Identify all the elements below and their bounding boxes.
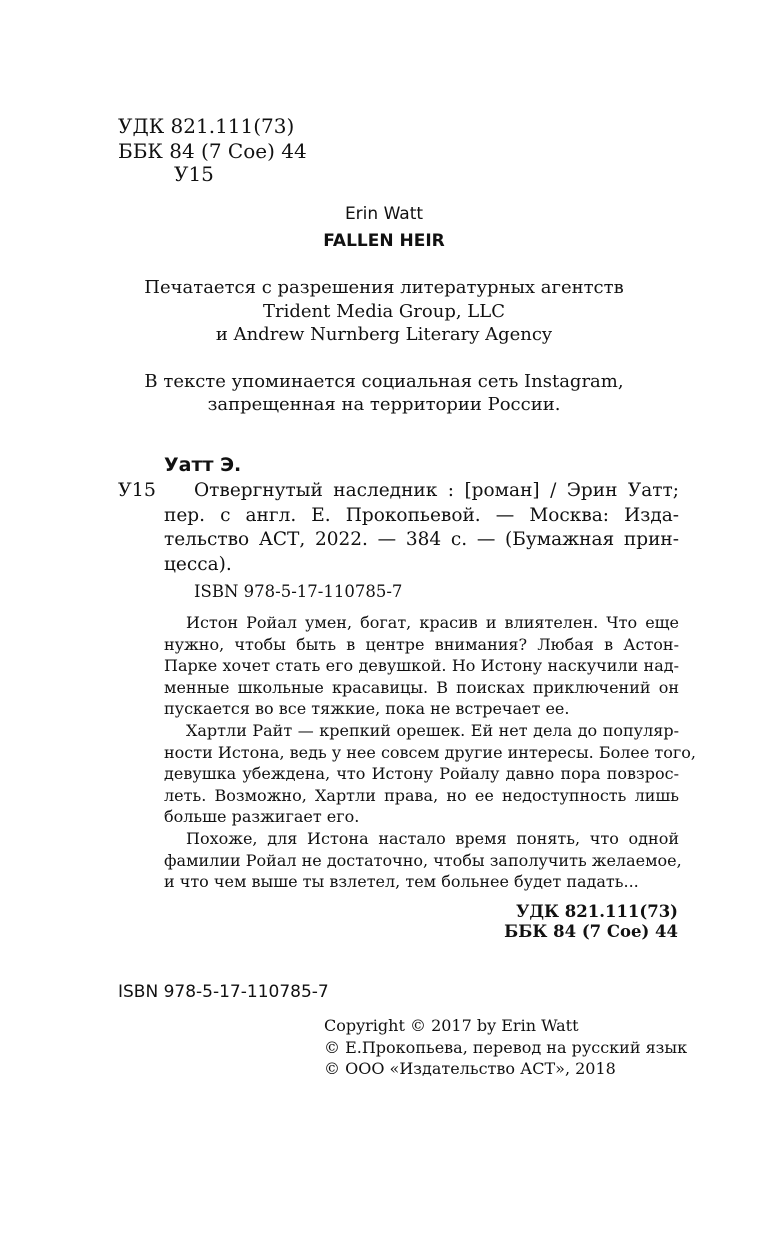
annotation-line: больше разжигает его. bbox=[164, 807, 360, 827]
description-line: Отвергнутый наследник : [роман] / Эрин Уатт; bbox=[194, 480, 679, 501]
notice-line-1: В тексте упоминается социальная сеть Instagram, bbox=[144, 371, 624, 392]
author-mark: У15 bbox=[174, 162, 214, 186]
annotation-line: Хартли Райт — крепкий орешек. Ей нет дела до популяр- bbox=[186, 720, 679, 740]
annotation-line: менные школьные красавицы. В поисках приключений он bbox=[164, 677, 679, 697]
isbn-main: ISBN 978-5-17-110785-7 bbox=[118, 982, 329, 1002]
copyright-line-1: Copyright © 2017 by Erin Watt bbox=[324, 1016, 579, 1035]
original-title: FALLEN HEIR bbox=[323, 231, 445, 251]
annotation-line: леть. Возможно, Хартли права, но ее недоступность лишь bbox=[164, 785, 679, 805]
copyright-line-3: © ООО «Издательство АСТ», 2018 bbox=[324, 1059, 616, 1078]
description-line: пер. с англ. Е. Прокопьевой. — Москва: Изда- bbox=[164, 504, 679, 526]
udk-code: УДК 821.111(73) bbox=[118, 114, 295, 138]
permission-line-2: Trident Media Group, LLC bbox=[263, 301, 505, 322]
annotation-line: девушка убеждена, что Истону Ройалу давно пора повзрос- bbox=[164, 764, 679, 784]
annotation-line: Истон Ройал умен, богат, красив и влиятелен. Что еще bbox=[186, 613, 679, 632]
annotation-line: ности Истона, ведь у нее совсем другие интересы. Более того, bbox=[164, 742, 697, 762]
description-line: цесса). bbox=[164, 553, 232, 575]
permission-line-1: Печатается с разрешения литературных агентств bbox=[144, 277, 624, 298]
annotation-line: нужно, чтобы быть в центре внимания? Любая в Астон- bbox=[164, 634, 679, 654]
original-author: Erin Watt bbox=[344, 204, 424, 224]
annotation bbox=[164, 612, 697, 893]
annotation-line: пускается во все тяжкие, пока не встречает ее. bbox=[164, 699, 570, 719]
annotation-line: фамилии Ройал не достаточно, чтобы заполучить желаемое, bbox=[164, 850, 682, 870]
catalog-isbn: ISBN 978-5-17-110785-7 bbox=[194, 582, 403, 601]
description-line: тельство АСТ, 2022. — 384 с. — (Бумажная прин- bbox=[164, 529, 679, 550]
annotation-line: Похоже, для Истона настало время понять, что одной bbox=[186, 828, 679, 848]
catalog-mark: У15 bbox=[118, 479, 156, 501]
notice-line-2: запрещенная на территории России. bbox=[207, 394, 561, 415]
annotation-line: и что чем выше ты взлетел, тем больнее будет падать... bbox=[164, 872, 639, 892]
catalog-author-heading: Уатт Э. bbox=[164, 454, 242, 476]
copyright-line-2: © Е.Прокопьева, перевод на русский язык bbox=[324, 1038, 688, 1057]
permission-line-3: и Andrew Nurnberg Literary Agency bbox=[215, 324, 553, 345]
footer-udk: УДК 821.111(73) bbox=[515, 902, 678, 921]
catalog-description bbox=[164, 479, 679, 577]
annotation-line: Парке хочет стать его девушкой. Но Истону наскучили над- bbox=[164, 656, 679, 676]
footer-bbk: ББК 84 (7 Сое) 44 bbox=[504, 922, 678, 941]
bbk-code: ББК 84 (7 Сое) 44 bbox=[118, 139, 307, 163]
